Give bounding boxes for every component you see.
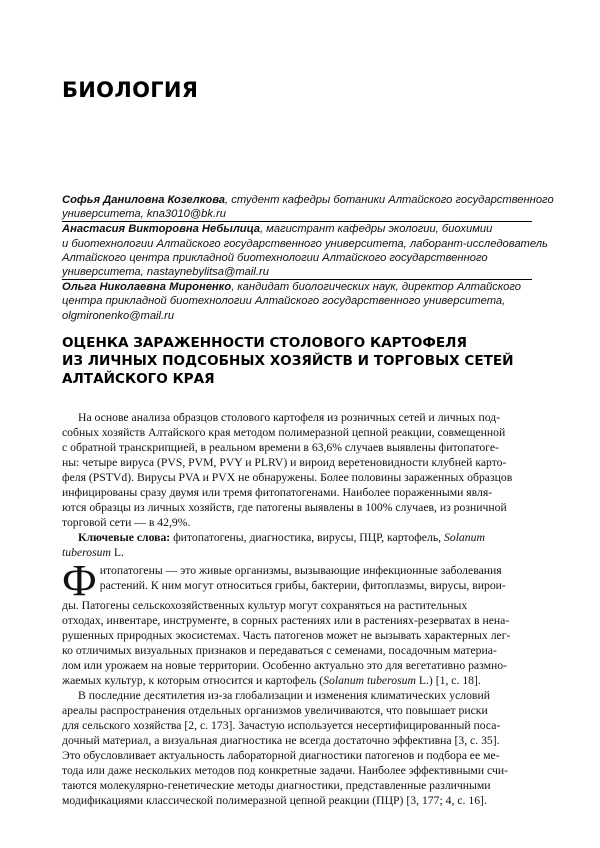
title-line: ОЦЕНКА ЗАРАЖЕННОСТИ СТОЛОВОГО КАРТОФЕЛЯ (62, 335, 467, 351)
section-heading: БИОЛОГИЯ (62, 78, 199, 102)
article-title (62, 334, 514, 388)
author-2-line-1: Анастасия Викторовна Небылица, магистрант кафедры экологии, биохимии (62, 223, 493, 236)
author-1-line-2: университета, kna3010@bk.ru (62, 207, 532, 222)
body-line: лом или урожаем на новые территории. Особенно актуально это для вегетативно размно- (62, 659, 507, 672)
abstract-line: ются образцы из личных хозяйств, где патогены выявлены в 100% случаев, из розничной (62, 501, 507, 514)
author-3-name: Ольга Николаевна Мироненко (62, 281, 232, 294)
title-line: АЛТАЙСКОГО КРАЯ (62, 371, 215, 387)
body-text (62, 556, 530, 808)
keywords: Ключевые слова: фитопатогены, диагностика, вирусы, ПЦР, картофель, Solanum (78, 531, 485, 544)
body-line: отходах, инвентаре, инструменте, в сорных растениях или в растениях-резерватах в нена- (62, 614, 510, 627)
author-2-line-4: университета, nastaynebylitsa@mail.ru (62, 265, 532, 280)
abstract-line: феля (PSTVd). Вирусы PVA и PVX не обнаружены. Более половины зараженных образцов (62, 471, 513, 484)
author-block (62, 193, 554, 323)
author-2-line-3: Алтайского центра прикладной биотехнологии Алтайского государственного (62, 251, 488, 264)
keywords-cont: tuberosum L. (62, 546, 124, 559)
body-line: таются молекулярно-генетические методы диагностики, представленные различными (62, 779, 491, 792)
drop-cap: Ф (62, 556, 97, 605)
author-2-name: Анастасия Викторовна Небылица (62, 223, 260, 236)
author-2-line-2: и биотехнологии Алтайского государственного университета, лаборант-исследователь (62, 237, 548, 250)
body-line: растений. К ним могут относиться грибы, бактерии, фитоплазмы, вирусы, вирои- (99, 579, 506, 592)
body-line: тода или даже нескольких методов под конкретные задачи. Наиболее эффективными счи- (62, 764, 508, 777)
body-line: ко отличимых визуальных признаков и передаваться с семенами, посадочным материа- (62, 644, 497, 657)
abstract-line: ны: четыре вируса (PVS, PVM, PVY и PLRV) и вироид веретеновидности клубней карто- (62, 456, 507, 469)
abstract-line: На основе анализа образцов столового картофеля из розничных сетей и личных под- (78, 411, 501, 424)
body-line: ареалы распространения отдельных организмов увеличиваются, что повышает риски (62, 704, 488, 717)
body-line: ды. Патогены сельскохозяйственных культур могут сохраняться на растительных (62, 599, 468, 612)
abstract-line: собных хозяйств Алтайского края методом полимеразной цепной реакции, совмещенной (62, 426, 506, 439)
abstract-line: с обратной транскрипцией, в реальном времени в 63,6% случаев выявлены фитопатоге- (62, 441, 499, 454)
body-line: рушенных природных экосистемах. Часть патогенов может не вызывать характерных лег- (62, 629, 511, 642)
author-3-line-3: olgmironenko@mail.ru (62, 309, 175, 322)
author-1-name: Софья Даниловна Козелкова (62, 194, 226, 206)
body-line: В последние десятилетия из-за глобализации и изменения климатических условий (78, 689, 490, 702)
abstract-line: инфицированы сразу двумя или тремя фитопатогенами. Наиболее пораженными явля- (62, 486, 493, 499)
abstract (62, 410, 530, 560)
author-1-line-1: Софья Даниловна Козелкова, студент кафедры ботаники Алтайского государственного (62, 194, 554, 206)
body-line: для сельского хозяйства [2, с. 173]. Зачастую используется несертифицированный поса- (62, 719, 501, 732)
body-line: Это обусловливает актуальность лабораторной диагностики патогенов и подбора ее ме- (62, 749, 500, 762)
author-3-line-2: центра прикладной биотехнологии Алтайского государственного университета, (62, 295, 506, 308)
body-line: дочный материал, а визуальная диагностика не всегда достаточно эффективна [3, с. 35]. (62, 734, 500, 747)
title-line: ИЗ ЛИЧНЫХ ПОДСОБНЫХ ХОЗЯЙСТВ И ТОРГОВЫХ СЕТЕЙ (62, 353, 514, 369)
body-line: модификациями классической полимеразной цепной реакции (ПЦР) [3, 177; 4, с. 16]. (62, 794, 487, 807)
body-line: итопатогены — это живые организмы, вызывающие инфекционные заболевания (99, 564, 502, 577)
body-line: жаемых культур, к которым относится и картофель (Solanum tuberosum L.) [1, с. 18]. (62, 674, 481, 687)
author-3-line-1: Ольга Николаевна Мироненко, кандидат биологических наук, директор Алтайского (62, 281, 521, 294)
keywords-label: Ключевые слова: (78, 531, 171, 544)
abstract-line: торговой сети — в 42,9%. (62, 516, 191, 529)
